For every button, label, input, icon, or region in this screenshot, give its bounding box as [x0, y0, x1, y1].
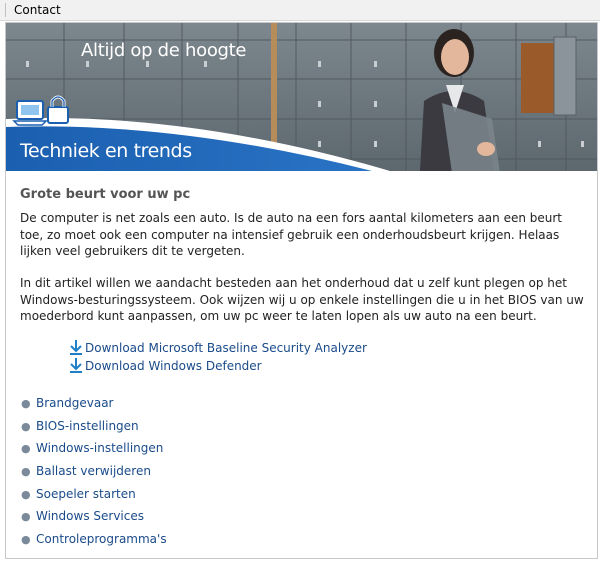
bullet-icon: ● — [21, 465, 31, 479]
download-icon — [69, 357, 83, 373]
bullet-icon: ● — [21, 533, 31, 547]
bullet-icon: ● — [21, 419, 31, 433]
bullet-icon: ● — [21, 510, 31, 524]
header-banner — [6, 23, 597, 171]
nav-item-label[interactable]: BIOS-instellingen — [36, 418, 139, 433]
nav-item-label[interactable]: Windows-instellingen — [36, 441, 164, 456]
bullet-icon: ● — [21, 397, 31, 410]
bullet-icon: ● — [21, 442, 31, 456]
nav-item-label[interactable]: Windows Services — [36, 509, 144, 524]
top-bar — [0, 0, 600, 21]
article-title: Grote beurt voor uw pc — [20, 187, 191, 202]
nav-item-label[interactable]: Brandgevaar — [36, 396, 114, 410]
article-paragraph: De computer is net zoals een auto. Is de auto na een fors aantal kilometers aan een beurt toe, zo moet ook een computer na intensief gebruik een onderhoudsbeurt krijgen. Helaas lijken veel gebruikers dit te vergeten. — [20, 211, 562, 258]
nav-item-label[interactable]: Controleprogramma's — [36, 532, 167, 547]
nav-item-label[interactable]: Ballast verwijderen — [36, 464, 151, 479]
article-frame — [5, 22, 598, 559]
download-label: Download Microsoft Baseline Security Analyzer — [85, 341, 367, 355]
download-icon — [69, 339, 83, 355]
bullet-icon: ● — [21, 487, 31, 501]
top-bar-divider — [5, 3, 6, 17]
banner-section-title: Techniek en trends — [20, 140, 192, 162]
banner-slogan: Altijd op de hoogte — [81, 40, 247, 61]
contact-link[interactable]: Contact — [14, 3, 61, 17]
nav-item-label[interactable]: Soepeler starten — [36, 486, 136, 501]
article-paragraph: In dit artikel willen we aandacht besteden aan het onderhoud dat u zelf kunt plegen op het Windows-besturingssysteem. Ook wijzen wij u op enkele instellingen die u in het BIOS van uw moederbord kunt aanpassen, om uw pc weer te laten lopen als uw auto na een beurt. — [20, 276, 584, 323]
download-label: Download Windows Defender — [85, 359, 262, 373]
